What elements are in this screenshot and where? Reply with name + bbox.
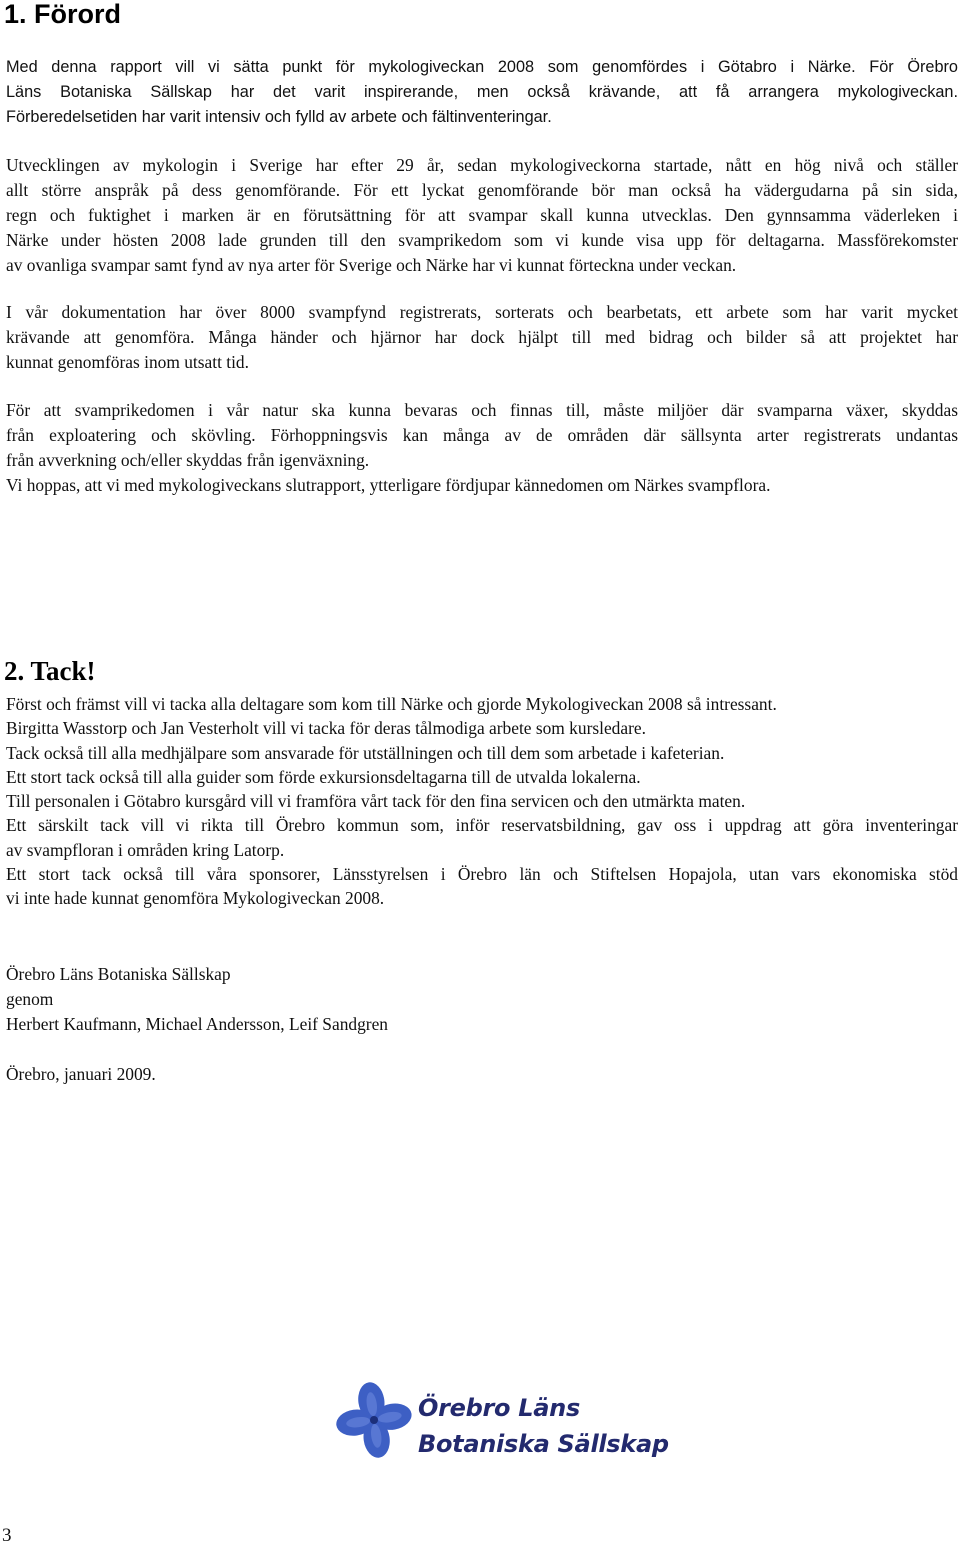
paragraph-conservation [6, 398, 958, 498]
text-line: Med denna rapport vill vi sätta punkt för mykologiveckan 2008 som genomfördes i Götabro i Närke. För Örebro [6, 58, 958, 76]
text-line: regn och fuktighet i marken är en förutsättning för att svampar skall kunna utvecklas. Den gynnsamma väderleken i [6, 205, 958, 225]
thanks-line: Ett stort tack också till alla guider som förde exkursionsdeltagarna till de utvalda lokalerna. [6, 766, 641, 787]
logo-text: Örebro Läns [418, 1394, 580, 1422]
flower-icon [336, 1380, 416, 1466]
thanks-line: Birgitta Wasstorp och Jan Vesterholt vill vi tacka för deras tålmodiga arbete som kursledare. [6, 718, 646, 739]
text-line: För att svamprikedomen i vår natur ska kunna bevaras och finnas till, måste miljöer där svamparna växer, skyddas [6, 400, 958, 420]
thanks-line: Först och främst vill vi tacka alla deltagare som kom till Närke och gjorde Mykologiveckan 2008 så intressant. [6, 694, 777, 714]
section-heading-forord: 1. Förord [4, 0, 122, 29]
text-line: av ovanliga svampar samt fynd av nya arter för Sverige och Närke har vi kunnat förteckna under veckan. [6, 255, 737, 275]
paragraph-documentation [6, 300, 958, 375]
signature-block [6, 962, 388, 1037]
text-line: från exploatering och skövling. Förhoppningsvis kan många av de områden där sällsynta arter registrerats undantas [6, 425, 958, 445]
text-line: krävande att genomföra. Många händer och hjärnor har dock hjälpt till med bidrag och bilder så att projektet har [6, 327, 958, 347]
text-line: från avverkning och/eller skyddas från igenväxning. [6, 450, 370, 470]
paragraph-intro [6, 55, 958, 130]
thanks-line: Tack också till alla medhjälpare som ansvarade för utställningen och till dem som arbetade i kafeterian. [6, 742, 725, 763]
signature-names: Herbert Kaufmann, Michael Andersson, Leif Sandgren [6, 1014, 388, 1034]
text-line: allt större anspråk på dess genomförande. För ett lyckat genomförande bör man också ha vädergudarna på sin sida, [6, 180, 958, 200]
text-line: Närke under hösten 2008 lade grunden till den svamprikedom som vi kunde visa upp för deltagarna. Massförekomster [6, 230, 958, 250]
thanks-list [6, 692, 958, 911]
text-line: I vår dokumentation har över 8000 svampfynd registrerats, sorterats och bearbetats, ett arbete som har varit mycket [6, 302, 958, 322]
society-logo [336, 1380, 669, 1466]
signature-org: Örebro Läns Botaniska Sällskap [6, 964, 231, 984]
thanks-line: Ett stort tack också till våra sponsorer, Länsstyrelsen i Örebro län och Stiftelsen Hopajola, utan vars ekonomiska stöd [6, 864, 958, 885]
thanks-line: av svampfloran i områden kring Latorp. [6, 839, 285, 860]
signature-date: Örebro, januari 2009. [6, 1064, 156, 1084]
text-line: Utvecklingen av mykologin i Sverige har efter 29 år, sedan mykologiveckorna startade, nått en hög nivå och ställer [6, 155, 958, 175]
paragraph-development [6, 153, 958, 278]
section-heading-tack: 2. Tack! [4, 656, 96, 686]
signature-via: genom [6, 989, 54, 1009]
text-line: Vi hoppas, att vi med mykologiveckans slutrapport, ytterligare fördjupar kännedomen om Närkes svampflora. [6, 475, 771, 495]
text-line: Förberedelsetiden har varit intensiv och fylld av arbete och fältinventeringar. [6, 108, 552, 126]
text-line: Läns Botaniska Sällskap har det varit inspirerande, men också krävande, att få arrangera mykologiveckan. [6, 83, 958, 101]
page-number: 3 [2, 1525, 12, 1546]
thanks-line: vi inte hade kunnat genomföra Mykologiveckan 2008. [6, 888, 385, 909]
text-line: kunnat genomföras inom utsatt tid. [6, 352, 249, 372]
logo-text: Botaniska Sällskap [418, 1430, 669, 1458]
thanks-line: Till personalen i Götabro kursgård vill vi framföra vårt tack för den fina servicen och den utmärkta maten. [6, 791, 746, 812]
thanks-line: Ett särskilt tack vill vi rikta till Örebro kommun som, inför reservatsbildning, gav oss i uppdrag att göra inventeringar [6, 815, 958, 836]
